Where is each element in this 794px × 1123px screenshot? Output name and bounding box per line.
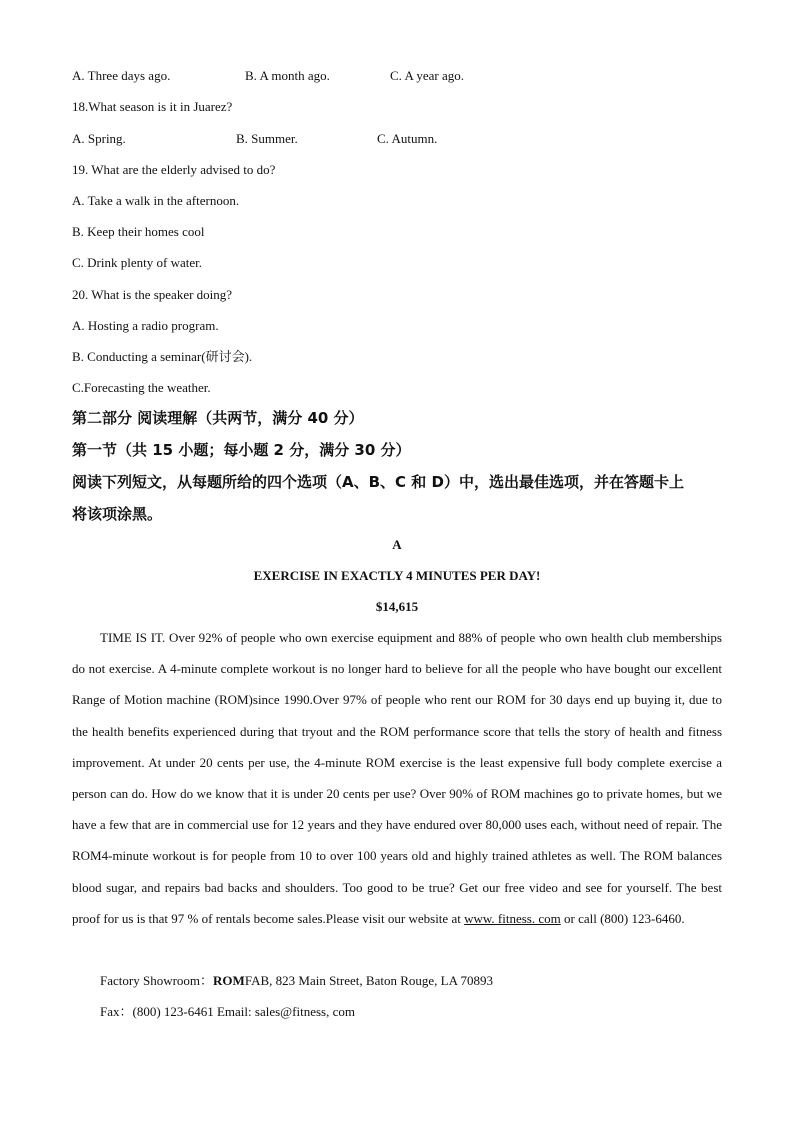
phone-text: or call (800) 123-6460. [560,910,685,926]
passage-title: EXERCISE IN EXACTLY 4 MINUTES PER DAY! [253,568,541,583]
q17-option-a: A. Three days ago. [72,68,171,83]
passage-body-text: TIME IS IT. Over 92% of people who own exercise equipment and 88% of people who own health club memberships do not exercise. A 4-minute complete workout is no longer hard to believe for all the people who have bought our excellent Range of Motion machine (ROM)since 1990.Over 97% of people who rent our ROM for 30 days end up buying it, due to the health benefits experienced during that tryout and the ROM performance score that tells the story of health and fitness improvement. At under 20 cents per use, the 4-minute ROM exercise is the least expensive full body complete exercise a person can do. How do we know that it is under 20 cents per use? Over 90% of ROM machines go to private homes, but we have a few that are in commercial use for 12 years and they have endured over 80,000 uses each, without need of repair. The ROM4-minute workout is for people from 10 to over 100 years old and highly trained athletes as well. The ROM balances blood sugar, and repairs bad backs and shoulders. Too good to be true? Get our free video and see for yourself. The best proof for us is that 97 % of rentals become sales.Please visit our website at [72,630,722,926]
q19-question: 19. What are the elderly advised to do? [72,162,276,177]
showroom-address: FAB, 823 Main Street, Baton Rouge, LA 70893 [244,973,494,988]
q18-option-a: A. Spring. [72,131,126,146]
passage-price: $14,615 [375,599,419,614]
q18-question: 18.What season is it in Juarez? [72,99,233,114]
instructions-line-2: 将该项涂黑。 [72,505,163,523]
showroom-line [100,973,493,989]
q19-option-b: B. Keep their homes cool [72,224,205,239]
q20-option-c: C.Forecasting the weather. [72,380,211,395]
q20-question: 20. What is the speaker doing? [72,287,233,302]
q20-option-a: A. Hosting a radio program. [72,318,219,333]
part2-heading: 第二部分 阅读理解（共两节，满分 40 分） [72,409,364,427]
q20-option-b: B. Conducting a seminar(研讨会). [72,349,253,364]
showroom-brand: ROM [213,973,245,988]
instructions-line-1: 阅读下列短文，从每题所给的四个选项（A、B、C 和 D）中，选出最佳选项，并在答题卡上 [72,473,684,491]
website-link[interactable]: www. fitness. com [464,910,561,926]
q19-option-a: A. Take a walk in the afternoon. [72,193,240,208]
q19-option-c: C. Drink plenty of water. [72,255,202,270]
fax-email-line: Fax：(800) 123-6461 Email: sales@fitness, com [100,1004,355,1019]
q17-option-b: B. A month ago. [245,68,330,83]
section1-heading: 第一节（共 15 小题；每小题 2 分，满分 30 分） [72,441,411,459]
q18-option-c: C. Autumn. [377,131,438,146]
showroom-label: Factory Showroom： [100,973,214,988]
passage-body [72,622,722,934]
passage-label: A [392,537,402,552]
q18-option-b: B. Summer. [236,131,298,146]
q17-option-c: C. A year ago. [390,68,465,83]
